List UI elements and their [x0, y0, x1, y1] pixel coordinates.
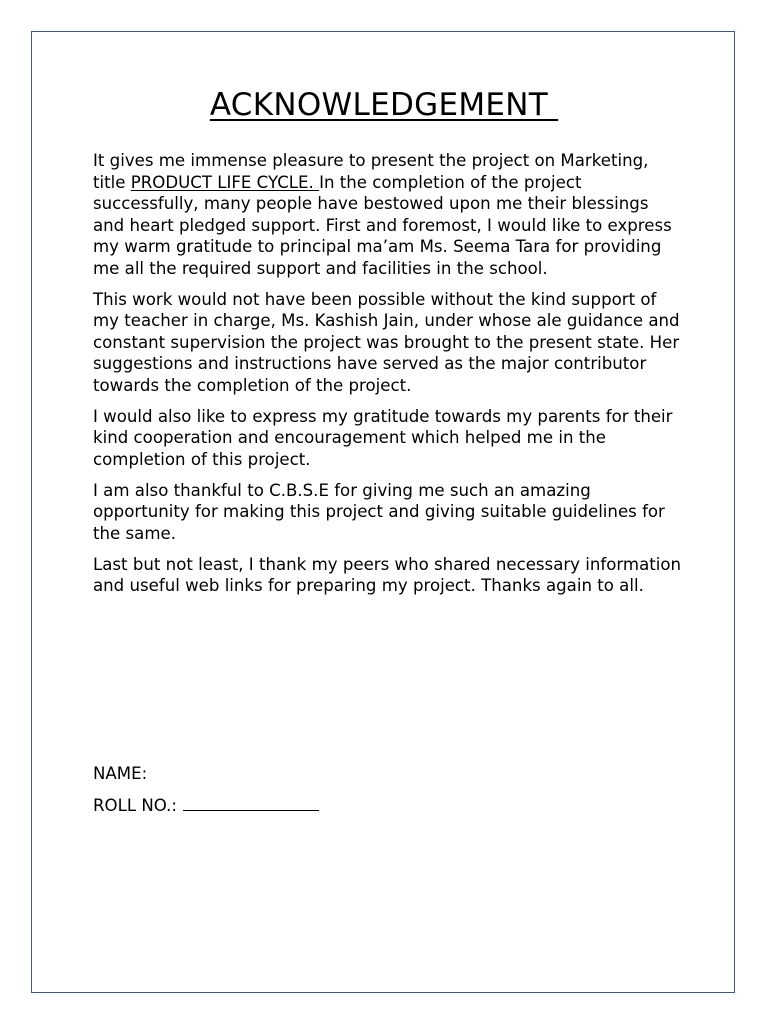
paragraph-5: Last but not least, I thank my peers who shared necessary information and useful web links for preparing my project. Thanks again to all. — [93, 554, 682, 595]
roll-number-line — [93, 795, 319, 817]
paragraph-1-intro: It gives me immense pleasure to present the project on Marketing, title — [93, 151, 649, 192]
page-title — [0, 84, 768, 126]
paragraph-4: I am also thankful to C.B.S.E for giving me such an amazing opportunity for making this project and giving suitable guidelines for the same. — [93, 480, 665, 543]
title-text: ACKNOWLEDGEMENT — [209, 87, 559, 123]
roll-number-blank — [183, 796, 319, 811]
paragraph-1 — [93, 150, 683, 279]
roll-number-label: ROLL NO.: — [93, 796, 178, 815]
paragraph-2: This work would not have been possible without the kind support of my teacher in charge, Ms. Kashish Jain, under whose ale guidance and constant supervision the project was brought to the present state. Her suggestions and instructions have served as the major contributor towards the completion of the project. — [93, 289, 680, 395]
name-line — [93, 763, 147, 785]
paragraph-1-rest: In the completion of the project successfully, many people have bestowed upon me their blessings and heart pledged support. First and foremost, I would like to express my warm gratitude to principal ma’am Ms. Seema Tara for providing me all the required support and facilities in the school. — [93, 172, 672, 278]
paragraph-3: I would also like to express my gratitude towards my parents for their kind cooperation and encouragement which helped me in the completion of this project. — [93, 406, 673, 469]
name-label: NAME: — [93, 764, 148, 783]
document-body — [93, 150, 683, 606]
project-title-underlined: PRODUCT LIFE CYCLE. — [130, 172, 320, 192]
